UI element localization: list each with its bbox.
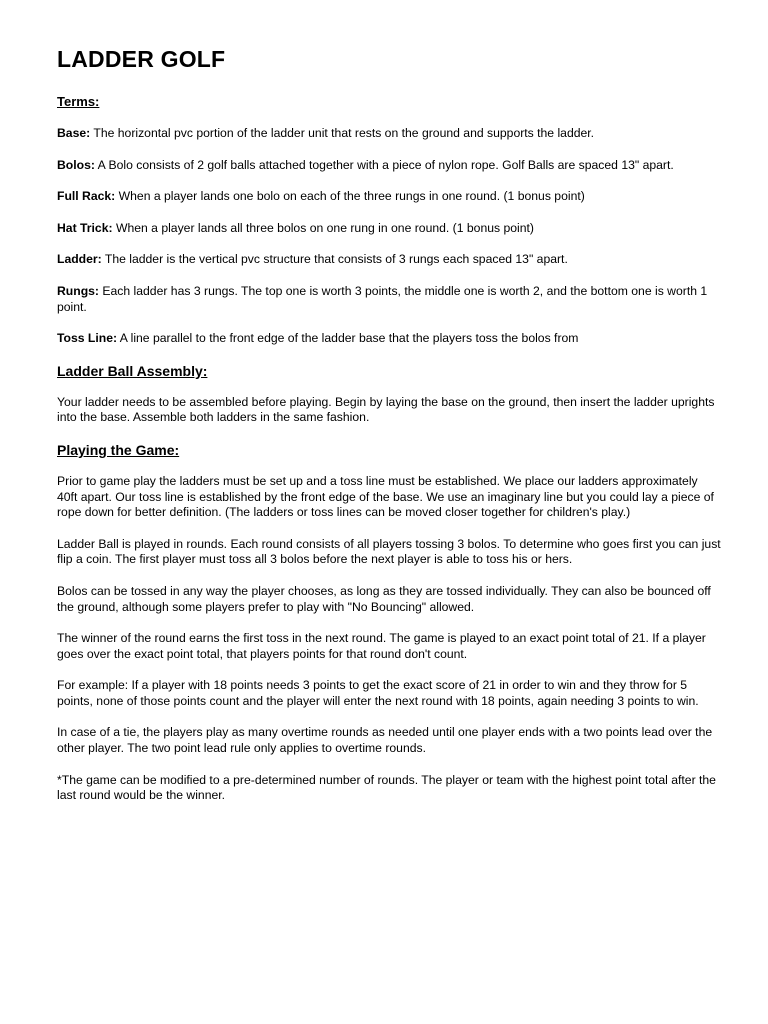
playing-paragraph: Prior to game play the ladders must be set up and a toss line must be established. We place our ladders approximately 40ft apart. Our toss line is established by the front edge of the base. We use an imaginary line but you could lay a piece of rope down for better definition. (The ladders or toss lines can be moved closer together for children's play.): [57, 473, 714, 520]
term-item-hat-trick: [57, 221, 721, 237]
term-name: Bolos:: [57, 157, 95, 172]
document-title: LADDER GOLF: [57, 46, 226, 72]
term-item-base: [57, 126, 721, 142]
assembly-heading: Ladder Ball Assembly:: [57, 362, 208, 379]
playing-paragraph: Ladder Ball is played in rounds. Each round consists of all players tossing 3 bolos. To determine who goes first you can just flip a coin. The first player must toss all 3 bolos before the next player is able to toss his or hers.: [57, 536, 721, 567]
term-item-ladder: [57, 252, 721, 268]
playing-paragraph: In case of a tie, the players play as many overtime rounds as needed until one player ends with a two points lead over the other player. The two point lead rule only applies to overtime rounds.: [57, 725, 713, 756]
assembly-paragraph: Your ladder needs to be assembled before playing. Begin by laying the base on the ground, then insert the ladder uprights into the base. Assemble both ladders in the same fashion.: [57, 394, 715, 425]
playing-heading: Playing the Game:: [57, 441, 180, 458]
term-name: Ladder:: [57, 252, 102, 267]
term-definition: A line parallel to the front edge of the ladder base that the players toss the bolos from: [119, 331, 579, 346]
term-name: Base:: [57, 126, 91, 140]
term-name: Full Rack:: [57, 189, 116, 204]
term-item-full-rack: [57, 189, 721, 205]
playing-paragraph: Bolos can be tossed in any way the player chooses, as long as they are tossed individually. They can also be bounced off the ground, although some players prefer to play with "No Bouncing" allowed.: [57, 583, 711, 614]
playing-paragraph: For example: If a player with 18 points needs 3 points to get the exact score of 21 in order to win and they throw for 5 points, none of those points count and the player will enter the next round with 18 points, again needing 3 points to win.: [57, 678, 699, 708]
playing-paragraph: *The game can be modified to a pre-determined number of rounds. The player or team with the highest point total after the last round would be the winner.: [57, 772, 716, 803]
term-definition: The ladder is the vertical pvc structure that consists of 3 rungs each spaced 13" apart.: [104, 252, 568, 267]
term-definition: The horizontal pvc portion of the ladder unit that rests on the ground and supports the ladder.: [93, 126, 595, 140]
term-name: Rungs:: [57, 283, 99, 298]
term-definition: Each ladder has 3 rungs. The top one is worth 3 points, the middle one is worth 2, and the bottom one is worth 1 point.: [57, 283, 708, 314]
term-definition: A Bolo consists of 2 golf balls attached together with a piece of nylon rope. Golf Balls are spaced 13" apart.: [97, 157, 674, 172]
term-name: Toss Line:: [57, 331, 118, 346]
term-definition: When a player lands all three bolos on one rung in one round. (1 bonus point): [115, 220, 534, 235]
term-name: Hat Trick:: [57, 220, 113, 235]
terms-heading: Terms:: [57, 94, 100, 109]
term-item-toss-line: [57, 331, 721, 347]
playing-paragraph: The winner of the round earns the first toss in the next round. The game is played to an exact point total of 21. If a player goes over the exact point total, that players points for that round don't count.: [57, 631, 706, 661]
term-item-rungs: [57, 284, 721, 315]
document-page: [57, 44, 721, 820]
term-item-bolos: [57, 158, 721, 174]
term-definition: When a player lands one bolo on each of the three rungs in one round. (1 bonus point): [118, 189, 585, 204]
